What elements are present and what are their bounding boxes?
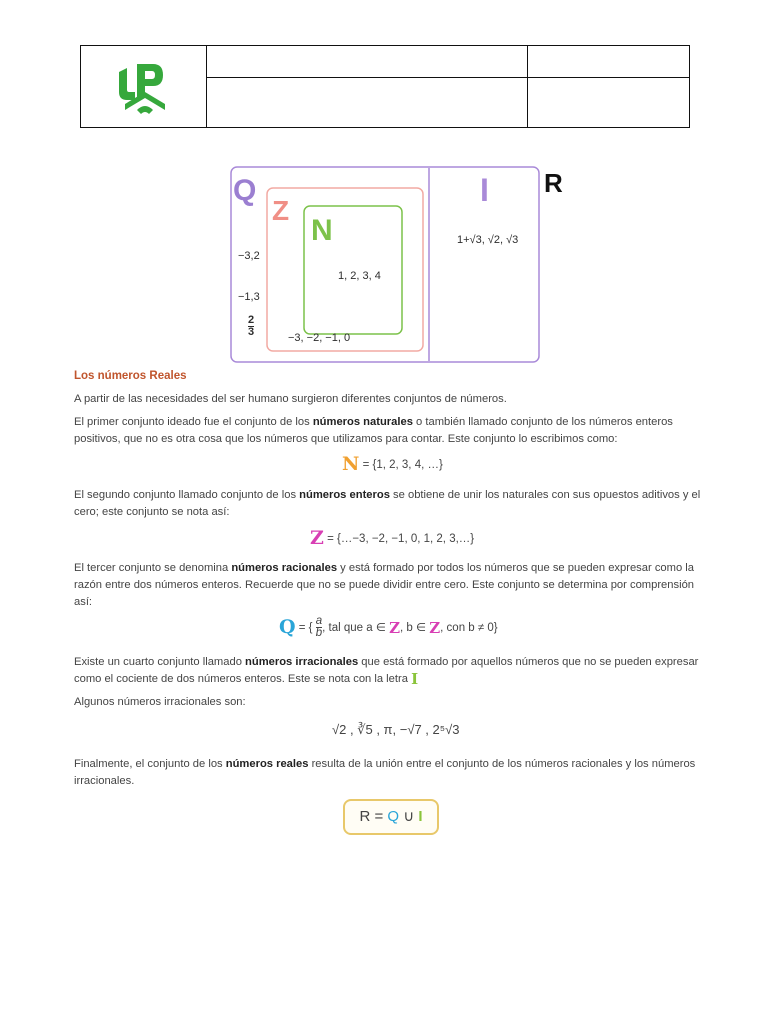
set-n-label: N <box>311 214 333 247</box>
paragraph-irracionales <box>74 654 714 688</box>
text: El segundo conjunto llamado conjunto de los <box>74 489 300 501</box>
q-item-2: −1,3 <box>238 291 260 303</box>
set-z-label: Z <box>272 195 290 226</box>
z-items: −3, −2, −1, 0 <box>288 332 351 344</box>
text: Finalmente, el conjunto de los <box>74 758 226 770</box>
text: = { <box>298 622 313 634</box>
header-subtitle-cell <box>207 78 528 127</box>
enteros-symbol: Z <box>429 619 441 637</box>
term-racionales: números racionales <box>231 562 338 574</box>
text: El tercer conjunto se denomina <box>74 562 232 574</box>
paragraph-racionales <box>74 560 714 611</box>
text: , b ∈ <box>400 622 430 634</box>
term-naturales: números naturales <box>312 416 413 428</box>
text: Existe un cuarto conjunto llamado <box>74 656 246 668</box>
paragraph-intro: A partir de las necesidades del ser humano surgieron diferentes conjuntos de números. <box>74 393 507 405</box>
set-r-label: R <box>544 168 563 198</box>
paragraph-ejemplos: Algunos números irracionales son: <box>74 696 246 708</box>
fraction-den: b <box>315 627 323 640</box>
union-symbol: ∪ <box>399 808 419 825</box>
n-items: 1, 2, 3, 4 <box>338 270 381 282</box>
formula-naturales <box>342 453 443 475</box>
text: El primer conjunto ideado fue el conjunto de los <box>74 416 313 428</box>
i-items: 1+√3, √2, √3 <box>457 234 519 246</box>
number-sets-diagram <box>230 166 570 366</box>
formula-enteros <box>310 527 474 549</box>
reales-union-box <box>343 799 439 835</box>
enteros-symbol: Z <box>389 619 401 637</box>
reales-symbol: R <box>359 808 371 825</box>
header-title-cell <box>207 46 528 78</box>
header-code-cell <box>528 46 689 78</box>
q-fraction <box>248 315 254 338</box>
institution-logo <box>115 58 173 118</box>
text: , con b ≠ 0} <box>440 622 498 634</box>
text: o también llamado conjunto de los números enteros positivos, que no es otra cosa que los números que utilizamos para contar. Este conjunto lo escribimos como: <box>74 416 673 445</box>
section-title: Los números Reales <box>74 370 187 382</box>
paragraph-enteros <box>74 487 714 521</box>
irracionales-symbol: I <box>418 808 423 825</box>
naturales-set: = {1, 2, 3, 4, …} <box>362 459 443 471</box>
paragraph-reales <box>74 756 714 790</box>
naturales-symbol: N <box>342 453 360 475</box>
formula-racionales <box>279 616 498 639</box>
fraction-num: a <box>315 615 323 628</box>
paragraph-naturales <box>74 414 714 448</box>
set-i-label: I <box>480 172 489 208</box>
text: = <box>370 808 388 825</box>
term-irracionales: números irracionales <box>245 656 359 668</box>
text: y está formado por todos los números que se pueden expresar como la razón entre dos números enteros. Recuerde que no se puede dividir entre cero. Este conjunto se determina por comprensión así: <box>74 562 695 608</box>
racionales-symbol: Q <box>387 808 400 825</box>
racionales-symbol: Q <box>279 616 296 638</box>
text: que está formado por aquellos números que no se pueden expresar como el cociente de dos números enteros. Este se nota con la letra <box>74 656 699 685</box>
header-table <box>80 45 690 128</box>
set-q-label: Q <box>233 174 257 207</box>
logo-cell <box>81 46 207 127</box>
irracionales-symbol: I <box>411 670 419 688</box>
text: , tal que a ∈ <box>322 622 390 634</box>
q-fraction-den: 3 <box>248 326 255 338</box>
enteros-symbol: Z <box>310 527 324 549</box>
q-fraction-num: 2 <box>248 314 255 326</box>
q-item-1: −3,2 <box>238 250 260 262</box>
enteros-set: = {…−3, −2, −1, 0, 1, 2, 3,…} <box>327 533 475 545</box>
text: resulta de la unión entre el conjunto de los números racionales y los números irracionales. <box>74 758 696 787</box>
formula-irracionales: √2 , ∛5 , π, −√7 , 2⁵√3 <box>332 722 460 737</box>
header-version-cell <box>528 78 689 127</box>
term-reales: números reales <box>225 758 309 770</box>
term-enteros: números enteros <box>299 489 390 501</box>
text: se obtiene de unir los naturales con sus opuestos aditivos y el cero; este conjunto se nota así: <box>74 489 701 518</box>
